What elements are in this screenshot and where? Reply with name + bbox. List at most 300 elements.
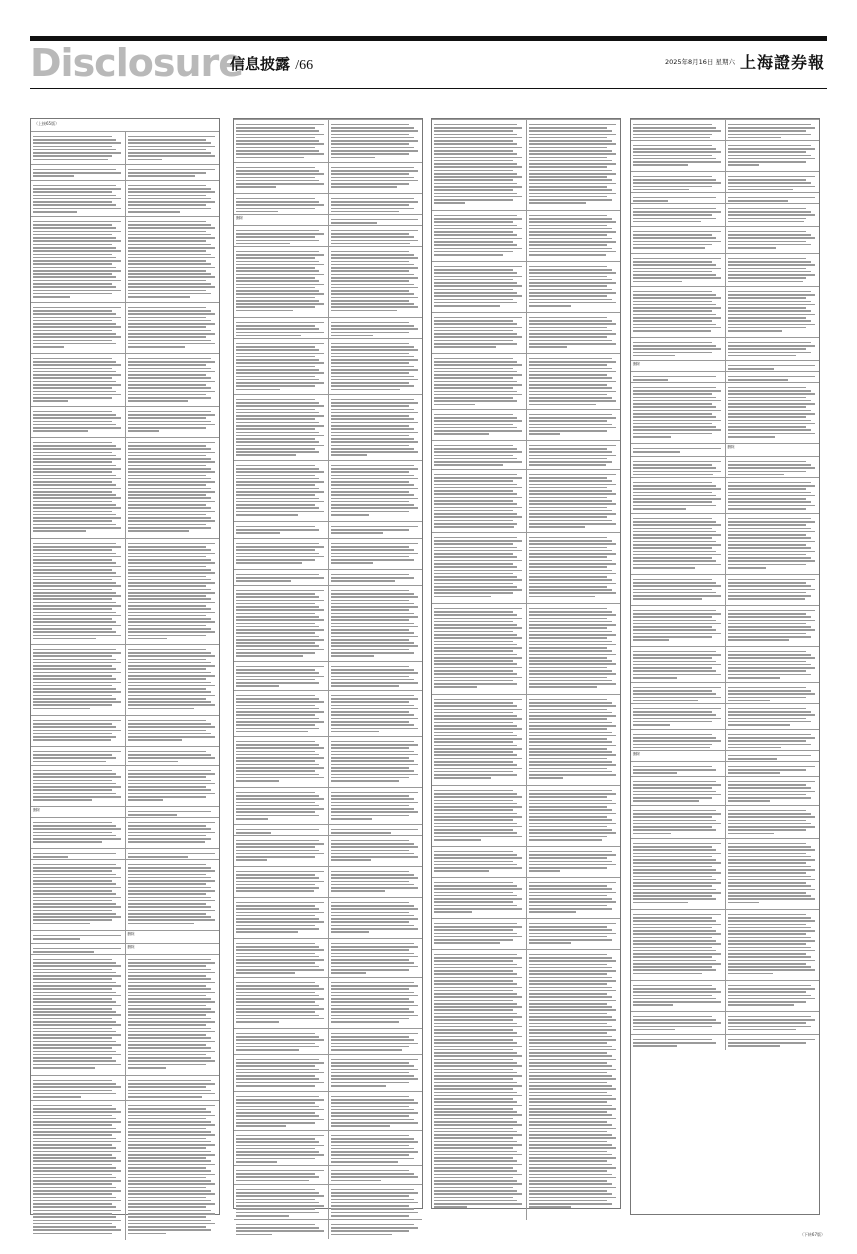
- text-line: [33, 427, 121, 429]
- text-line: [331, 300, 410, 302]
- text-line: [728, 368, 775, 370]
- text-line: [128, 559, 211, 561]
- text-line: [331, 1018, 410, 1020]
- text-line: [236, 507, 319, 509]
- text-line: [236, 774, 319, 776]
- text-line: [128, 757, 216, 759]
- text-line: [33, 240, 121, 242]
- text-line: [236, 949, 324, 951]
- text-line: [728, 261, 811, 263]
- text-line: [331, 708, 419, 710]
- text-line: [529, 803, 617, 805]
- text-line: [331, 881, 410, 883]
- text-line: [128, 890, 216, 892]
- text-line: [529, 644, 617, 646]
- text-line: [529, 269, 612, 271]
- text-line: [434, 725, 517, 727]
- text-line: [128, 491, 216, 493]
- original-clause-cell: [631, 172, 725, 192]
- text-line: [236, 290, 319, 292]
- text-line: [728, 657, 816, 659]
- text-line: [434, 550, 522, 552]
- text-line: [529, 809, 612, 811]
- text-line: [633, 800, 699, 802]
- text-line: [728, 973, 774, 975]
- text-line: [331, 757, 410, 759]
- text-line: [128, 789, 211, 791]
- text-line: [434, 1174, 522, 1176]
- text-line: [128, 1220, 211, 1222]
- text-line: [331, 332, 410, 334]
- text-line: [529, 1003, 608, 1005]
- revised-clause-cell: [725, 444, 820, 456]
- text-column-4: [630, 118, 820, 1215]
- text-line: [529, 993, 608, 995]
- text-line: [331, 147, 414, 149]
- text-line: [434, 238, 522, 240]
- text-line: [236, 1173, 315, 1175]
- text-line: [529, 1026, 612, 1028]
- text-line: [529, 882, 617, 884]
- original-clause-cell: [631, 981, 725, 1011]
- text-line: [633, 589, 712, 591]
- text-line: [728, 988, 816, 990]
- text-line: [331, 1085, 386, 1087]
- text-line: [529, 550, 612, 552]
- original-clause-cell: [631, 227, 725, 253]
- text-line: [33, 789, 112, 791]
- text-line: [331, 1011, 414, 1013]
- text-line: [529, 725, 617, 727]
- text-line: [633, 823, 721, 825]
- text-line: [529, 589, 612, 591]
- text-line: [434, 1128, 513, 1130]
- text-line: [434, 973, 517, 975]
- text-line: [236, 124, 324, 126]
- text-line: [633, 379, 668, 381]
- text-line: [128, 1067, 166, 1069]
- text-line: [128, 1200, 211, 1202]
- text-line: [236, 708, 319, 710]
- revised-clause-cell: [125, 931, 220, 943]
- original-clause-cell: [31, 931, 125, 943]
- text-line: [434, 1200, 517, 1202]
- text-line: [434, 735, 517, 737]
- original-clause-cell: [432, 211, 526, 261]
- text-line: [633, 314, 716, 316]
- text-line: [128, 880, 216, 882]
- table-row: [631, 805, 819, 838]
- original-clause-cell: [631, 444, 725, 456]
- text-line: [529, 137, 608, 139]
- text-line: [633, 376, 716, 378]
- revised-clause-cell: [125, 354, 220, 406]
- text-line: [331, 815, 410, 817]
- text-line: [529, 179, 612, 181]
- text-line: [331, 325, 414, 327]
- text-line: [728, 623, 807, 625]
- text-line: [434, 430, 522, 432]
- text-line: [331, 422, 419, 424]
- text-line: [728, 1001, 807, 1003]
- text-line: [236, 343, 324, 345]
- text-line: [128, 270, 207, 272]
- text-line: [331, 632, 414, 634]
- revised-clause-cell: [328, 1185, 423, 1219]
- original-clause-cell: [631, 839, 725, 909]
- text-line: [434, 751, 513, 753]
- original-clause-cell: [631, 338, 725, 360]
- text-line: [331, 998, 410, 1000]
- text-line: [633, 667, 712, 669]
- original-clause-cell: [631, 372, 725, 382]
- text-line: [728, 564, 807, 566]
- text-line: [128, 1060, 216, 1062]
- text-line: [633, 164, 688, 166]
- text-line: [529, 754, 617, 756]
- text-line: [128, 442, 216, 444]
- text-line: [33, 1128, 116, 1130]
- text-line: [331, 448, 414, 450]
- table-row: [432, 532, 620, 603]
- original-clause-cell: [631, 287, 725, 337]
- text-line: [33, 1203, 112, 1205]
- text-line: [434, 611, 513, 613]
- text-line: [434, 631, 513, 633]
- text-line: [434, 823, 517, 825]
- text-line: [529, 758, 608, 760]
- text-line: [434, 774, 517, 776]
- text-line: [128, 465, 207, 467]
- text-line: [33, 569, 112, 571]
- text-line: [434, 183, 517, 185]
- text-line: [236, 652, 315, 654]
- text-line: [128, 838, 211, 840]
- text-line: [434, 614, 517, 616]
- text-line: [331, 366, 414, 368]
- text-line: [331, 1145, 410, 1147]
- text-line: [529, 709, 608, 711]
- text-line: [434, 193, 517, 195]
- text-line: [236, 454, 296, 456]
- text-line: [434, 279, 513, 281]
- text-line: [331, 382, 410, 384]
- text-line: [633, 797, 712, 799]
- text-line: [236, 832, 271, 834]
- text-line: [529, 394, 608, 396]
- text-line: [434, 686, 477, 688]
- text-line: [236, 639, 324, 641]
- text-line: [434, 218, 522, 220]
- text-line: [529, 1147, 617, 1149]
- text-line: [33, 652, 121, 654]
- text-line: [128, 1128, 207, 1130]
- text-line: [128, 1086, 207, 1088]
- text-line: [434, 1026, 522, 1028]
- text-line: [434, 936, 522, 938]
- text-line: [728, 1019, 816, 1021]
- text-line: [529, 864, 617, 866]
- text-line: [128, 136, 216, 138]
- text-line: [633, 271, 712, 273]
- text-line: [331, 379, 419, 381]
- revised-clause-cell: [725, 647, 820, 682]
- text-line: [529, 823, 617, 825]
- text-line: [33, 935, 121, 937]
- text-line: [529, 461, 612, 463]
- text-line: [633, 914, 721, 916]
- text-line: [529, 320, 612, 322]
- text-line: [331, 577, 414, 579]
- original-clause-cell: [234, 662, 328, 690]
- text-line: [128, 612, 216, 614]
- text-line: [633, 345, 716, 347]
- deleted-label: 删除: [127, 932, 135, 936]
- text-line: [236, 405, 324, 407]
- text-line: [331, 1049, 403, 1051]
- text-line: [33, 688, 116, 690]
- text-line: [728, 390, 811, 392]
- text-line: [128, 1177, 207, 1179]
- revised-clause-cell: [125, 944, 220, 954]
- text-line: [128, 276, 216, 278]
- text-line: [529, 1141, 608, 1143]
- text-line: [529, 905, 608, 907]
- table-row: [631, 682, 819, 703]
- text-line: [434, 295, 522, 297]
- text-line: [128, 397, 211, 399]
- text-line: [128, 391, 216, 393]
- original-clause-cell: [234, 318, 328, 338]
- text-line: [434, 513, 517, 515]
- text-line: [33, 1229, 121, 1231]
- text-line: [434, 1105, 522, 1107]
- text-line: [728, 816, 816, 818]
- text-line: [633, 766, 712, 768]
- text-line: [236, 1141, 319, 1143]
- text-line: [434, 1075, 522, 1077]
- text-line: [633, 829, 716, 831]
- text-line: [728, 853, 807, 855]
- revised-clause-cell: [526, 533, 621, 603]
- text-line: [331, 402, 419, 404]
- text-line: [236, 382, 324, 384]
- text-line: [434, 933, 517, 935]
- table-row: [432, 918, 620, 949]
- text-line: [434, 130, 513, 132]
- text-line: [434, 911, 472, 913]
- text-line: [529, 1131, 608, 1133]
- text-line: [728, 271, 811, 273]
- text-line: [529, 1183, 612, 1185]
- text-line: [236, 606, 319, 608]
- text-line: [633, 1039, 712, 1041]
- text-line: [633, 1019, 716, 1021]
- text-line: [728, 914, 807, 916]
- text-line: [33, 1024, 121, 1026]
- text-line: [33, 491, 112, 493]
- text-line: [728, 667, 816, 669]
- text-line: [633, 616, 712, 618]
- text-line: [633, 505, 716, 507]
- text-line: [33, 576, 121, 578]
- table-row: [432, 409, 620, 440]
- text-line: [331, 969, 410, 971]
- text-line: [128, 471, 216, 473]
- text-line: [633, 433, 712, 435]
- text-line: [128, 975, 207, 977]
- text-line: [434, 829, 513, 831]
- text-line: [633, 664, 721, 666]
- text-line: [331, 1148, 414, 1150]
- text-line: [331, 1008, 410, 1010]
- text-line: [33, 377, 112, 379]
- text-line: [728, 268, 807, 270]
- text-line: [633, 524, 721, 526]
- text-line: [33, 975, 121, 977]
- text-line: [728, 633, 807, 635]
- text-line: [331, 711, 410, 713]
- text-line: [236, 764, 319, 766]
- text-line: [529, 295, 608, 297]
- text-line: [236, 287, 315, 289]
- text-line: [331, 626, 419, 628]
- text-line: [236, 741, 315, 743]
- text-line: [236, 167, 315, 169]
- text-line: [128, 1164, 216, 1166]
- text-line: [633, 264, 716, 266]
- text-line: [331, 468, 419, 470]
- text-line: [434, 683, 517, 685]
- text-line: [33, 169, 116, 171]
- text-line: [236, 1230, 324, 1232]
- text-line: [331, 859, 371, 861]
- text-line: [633, 471, 721, 473]
- text-line: [331, 405, 410, 407]
- text-line: [434, 732, 513, 734]
- revised-clause-cell: [125, 1101, 220, 1240]
- original-clause-cell: [31, 944, 125, 954]
- text-line: [128, 1160, 211, 1162]
- text-line: [728, 1026, 811, 1028]
- text-line: [331, 240, 419, 242]
- text-line: [529, 1177, 617, 1179]
- text-line: [331, 211, 399, 213]
- text-line: [728, 182, 811, 184]
- text-line: [128, 1134, 216, 1136]
- revised-clause-cell: [526, 470, 621, 532]
- text-line: [529, 627, 608, 629]
- text-line: [33, 1014, 121, 1016]
- table-row: [631, 456, 819, 477]
- text-line: [33, 1031, 116, 1033]
- text-line: [236, 532, 280, 534]
- original-clause-cell: [631, 751, 725, 761]
- text-line: [33, 211, 77, 213]
- text-line: [434, 553, 513, 555]
- text-line: [529, 699, 608, 701]
- text-line: [33, 237, 116, 239]
- deleted-label: 删除: [633, 752, 640, 756]
- text-line: [529, 670, 612, 672]
- text-line: [331, 491, 410, 493]
- text-line: [33, 461, 112, 463]
- text-line: [434, 157, 522, 159]
- text-line: [434, 285, 522, 287]
- table-row: [631, 119, 819, 140]
- text-line: [236, 325, 315, 327]
- text-line: [633, 820, 716, 822]
- text-line: [434, 758, 522, 760]
- text-line: [529, 1032, 608, 1034]
- text-line: [728, 930, 816, 932]
- revised-clause-cell: [725, 204, 820, 226]
- text-line: [728, 241, 807, 243]
- table-row: [234, 1091, 422, 1130]
- text-line: [728, 651, 807, 653]
- text-line: [33, 442, 112, 444]
- text-line: [128, 377, 211, 379]
- text-line: [128, 1147, 207, 1149]
- original-clause-cell: [234, 1185, 328, 1219]
- table-row: [234, 521, 422, 538]
- text-line: [728, 436, 775, 438]
- original-clause-cell: [234, 737, 328, 787]
- text-line: [728, 797, 811, 799]
- text-line: [128, 708, 194, 710]
- revised-clause-cell: [725, 751, 820, 761]
- text-line: [33, 1147, 116, 1149]
- text-line: [128, 400, 189, 402]
- revised-clause-cell: [328, 836, 423, 866]
- text-line: [728, 492, 811, 494]
- text-line: [331, 995, 419, 997]
- text-line: [128, 1233, 166, 1235]
- text-line: [728, 740, 807, 742]
- text-line: [331, 808, 414, 810]
- text-line: [529, 391, 617, 393]
- original-clause-cell: [234, 163, 328, 193]
- text-line: [33, 965, 121, 967]
- text-line: [633, 740, 721, 742]
- text-line: [33, 867, 121, 869]
- text-line: [633, 872, 721, 874]
- text-line: [633, 1045, 677, 1047]
- text-line: [633, 247, 705, 249]
- text-line: [33, 384, 121, 386]
- text-line: [33, 595, 121, 597]
- revised-clause-cell: [328, 522, 423, 538]
- text-line: [33, 589, 112, 591]
- text-line: [331, 905, 414, 907]
- text-line: [728, 393, 816, 395]
- text-line: [331, 731, 379, 733]
- text-line: [331, 912, 410, 914]
- text-line: [128, 982, 216, 984]
- original-clause-cell: [234, 215, 328, 225]
- text-line: [633, 310, 712, 312]
- original-clause-cell: [31, 807, 125, 817]
- text-line: [633, 342, 712, 344]
- text-line: [331, 767, 410, 769]
- text-line: [529, 1200, 608, 1202]
- text-line: [728, 829, 807, 831]
- text-line: [633, 917, 712, 919]
- text-line: [128, 1041, 216, 1043]
- table-row: [432, 119, 620, 210]
- text-line: [33, 897, 121, 899]
- text-line: [236, 274, 324, 276]
